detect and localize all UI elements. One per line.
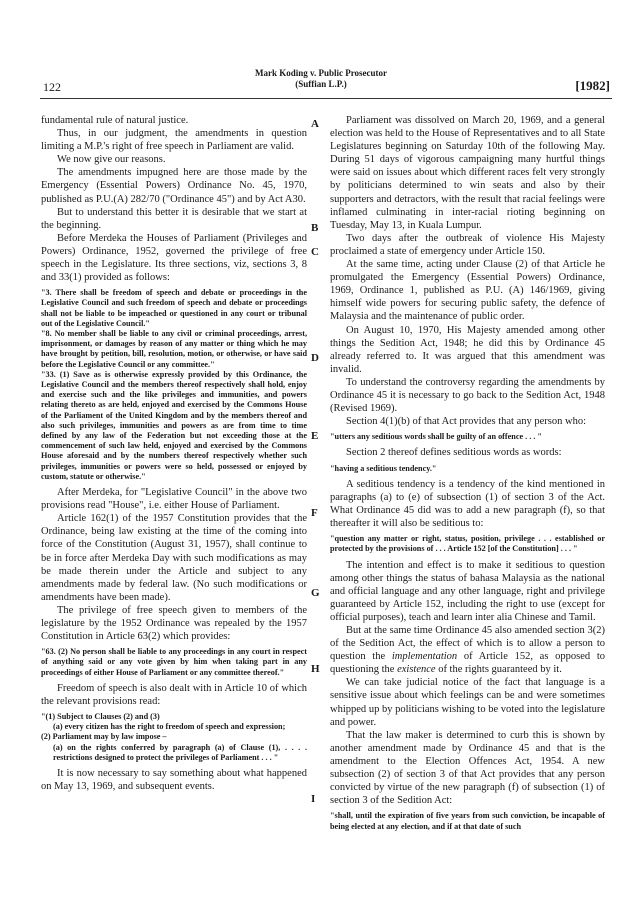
paragraph: The privilege of free speech given to members of the legislature by the 1952 Ordinance was repealed by the 1957 Constitution in Article 63(2) which provides:	[41, 604, 307, 643]
quote-line: (2) Parliament may by law impose –	[41, 732, 167, 742]
quote-line: (a) on the rights conferred by paragraph (a) of Clause (1), . . . . restrictions designed to protect the privileges of Parliament . . . "	[53, 742, 307, 762]
paragraph: fundamental rule of natural justice.	[41, 115, 189, 126]
paragraph: That the law maker is determined to curb this is shown by another amendment made by Ordinance 45 and that is the amendment to the Election Offences Act, 1954. A new subsection (2) of section 3 of that Act provides that any person convicted by virtue of the new paragraph (f) of subsection (1) of section 3 of the Sedition Act:	[330, 729, 605, 807]
paragraph: Two days after the outbreak of violence His Majesty proclaimed a state of emergency under Article 150.	[330, 232, 605, 257]
margin-letter: A	[311, 118, 319, 130]
block-quote	[330, 534, 605, 554]
page-number: 122	[43, 80, 61, 94]
margin-letter: B	[311, 222, 319, 234]
paragraph: Thus, in our judgment, the amendments in question limiting a M.P.'s right of free speech in Parliament are valid.	[41, 128, 307, 153]
paragraph: At the same time, acting under Clause (2) of that Article he promulgated the Emergency (Essential Powers) Ordinance, 1969, Ordinance 1, published as P.U. (A) 146/1969, giving himself wide powers for securing public safety, the defence of Malaysia and the maintenance of public order.	[330, 259, 605, 323]
case-subtitle: (Suffian L.P.)	[295, 79, 347, 89]
paragraph: The intention and effect is to make it seditious to question among other things the status of bahasa Malaysia as the national and official language and any other language, right and privilege guaranteed by Article 152, including the right to use (except for official purposes), teach and learn inter alia Chinese and Tamil.	[330, 559, 605, 623]
quote-line: "question any matter or right, status, position, privilege . . . established or protected by the provisions of . . . Article 152 [of the Constitution] . . . "	[330, 534, 605, 554]
quote-section-3: "3. There shall be freedom of speech and debate or proceedings in the Legislative Council and such freedom of speech and debate or proceedings shall not be liable to be impeached or questioned in any court or tribunal out of the Legislative Council."	[41, 288, 307, 328]
block-quote	[41, 712, 307, 763]
page-header	[0, 0, 638, 100]
paragraph: Section 2 thereof defines seditious words as words:	[346, 447, 562, 459]
quote-article-63: "63. (2) No person shall be liable to any proceedings in any court in respect of anything said or any vote given by him when taking part in any proceedings of either House of Parliament or any committee thereof."	[41, 647, 307, 677]
quote-line: "(1) Subject to Clauses (2) and (3)	[41, 712, 160, 721]
paragraph: After Merdeka, for "Legislative Council" in the above two provisions read "House", i.e. either House of Parliament.	[41, 487, 307, 512]
paragraph: Before Merdeka the Houses of Parliament (Privileges and Powers) Ordinance, 1952, governed the privilege of free speech in the Legislature. Its three sections, viz, sections 3, 8 and 33(1) provided as follows:	[41, 232, 307, 284]
paragraph: Parliament was dissolved on March 20, 1969, and a general election was held to the House of Representatives and to all State Legislatures beginning on Saturday 10th of the following May. During 51 days of vigorous campaigning many hurtful things were said on issues about which different races felt very strongly by politicians determined to win seats and also by their supporters and detractors, with the result that racial feelings were inflamed culminating in inter-racial rioting beginning on Tuesday, May 13, in Kuala Lumpur.	[330, 115, 605, 231]
quote-line: (a) every citizen has the right to freedom of speech and expression;	[53, 722, 286, 732]
quote-line: "utters any seditious words shall be guilty of an offence . . . "	[330, 432, 542, 442]
paragraph: We can take judicial notice of the fact that language is a sensitive issue about which feelings can be and were sometimes whipped up by politicians wishing to be voted into the legislature and power.	[330, 677, 605, 728]
quote-section-33: "33. (1) Save as is otherwise expressly provided by this Ordinance, the Legislative Council and the members thereof respectively shall hold, enjoy and exercise such and the like privileges and immunities, and powers relating thereto as are held, enjoyed and exercised by the Commons House of the Parliament of the United Kingdom and by the members thereof and also such privileges, immunities and powers as are from time to time defined by any law of the Federation but not exceeding those at the commencement of such law held, enjoyed and exercised by the Commons House aforesaid and by the numbers thereof respectively whether such privileges, immunities or powers were so held, possessed or enjoyed by custom, statute or otherwise."	[41, 369, 307, 481]
quote-line: "having a seditious tendency."	[330, 463, 437, 473]
running-title	[210, 68, 432, 90]
margin-letter: C	[311, 246, 319, 258]
paragraph: Section 4(1)(b) of that Act provides that any person who:	[346, 416, 586, 428]
paragraph: But to understand this better it is desirable that we start at the beginning.	[41, 206, 307, 231]
case-title: Mark Koding v. Public Prosecutor	[254, 68, 388, 78]
text-run: of the rights guaranteed by it.	[435, 664, 562, 676]
emphasis-implementation: implementation	[391, 651, 458, 663]
report-year: [1982]	[575, 78, 610, 93]
block-quote	[330, 811, 605, 831]
quote-section-8: "8. No member shall be liable to any civil or criminal proceedings, arrest, imprisonment, or damages by reason of any matter or thing which he may have brought by petition, bill, resolution, motion, or otherwise, or have said before the Legislative Council or any committee."	[41, 329, 307, 369]
block-quote	[330, 432, 605, 442]
paragraph: On August 10, 1970, His Majesty amended among other things the Sedition Act, 1948; he did this by Ordinance 45 already referred to. It was argued that this amendment was invalid.	[330, 324, 605, 375]
paragraph: We now give our reasons.	[57, 154, 166, 166]
text-run: of Article 152, as opposed to questioning the	[330, 651, 605, 676]
right-column	[330, 114, 605, 836]
header-rule	[40, 98, 612, 99]
margin-letter: I	[311, 793, 316, 805]
paragraph: It is now necessary to say something about what happened on May 13, 1969, and subsequent events.	[41, 768, 307, 793]
margin-letter: E	[311, 430, 319, 442]
paragraph	[330, 624, 605, 676]
paragraph: A seditious tendency is a tendency of the kind mentioned in paragraphs (a) to (e) of subsection (1) of section 3 of the Act. What Ordinance 45 did was to add a new paragraph (f), so that thereafter it will also be seditious to:	[330, 478, 605, 530]
paragraph: The amendments impugned here are those made by the Emergency (Essential Powers) Ordinance No. 45, 1970, published as P.U.(A) 282/70 ("Ordinance 45") and by Act A30.	[41, 167, 307, 205]
margin-letter: F	[311, 507, 318, 519]
paragraph: Freedom of speech is also dealt with in Article 10 of which the relevant provisions read:	[41, 682, 307, 707]
block-quote	[330, 464, 605, 474]
block-quote	[41, 288, 307, 482]
left-column	[41, 114, 307, 793]
emphasis-existence: existence	[397, 664, 436, 676]
text-run: But at the same time Ordinance 45 also amended section 3(2) of the Sedition Act, the effect of which is to allow a person to question the	[330, 625, 605, 663]
margin-letter: D	[311, 352, 319, 364]
paragraph: Article 162(1) of the 1957 Constitution provides that the Ordinance, being law existing at the time of the coming into force of the Constitution (August 31, 1957), shall continue to be in force after Merdeka Day with such modifications as may be made therein under the Article and subject to any amendments made by federal law. (No such modifications or amendments have been made).	[41, 513, 307, 603]
paragraph: To understand the controversy regarding the amendments by Ordinance 45 it is necessary to go back to the Sedition Act, 1948 (Revised 1969).	[330, 376, 605, 415]
margin-letter: H	[311, 663, 320, 675]
margin-letter: G	[311, 587, 320, 599]
block-quote	[41, 647, 307, 678]
quote-line: "shall, until the expiration of five years from such conviction, be incapable of being elected at any election, and if at that date of such	[330, 811, 605, 831]
